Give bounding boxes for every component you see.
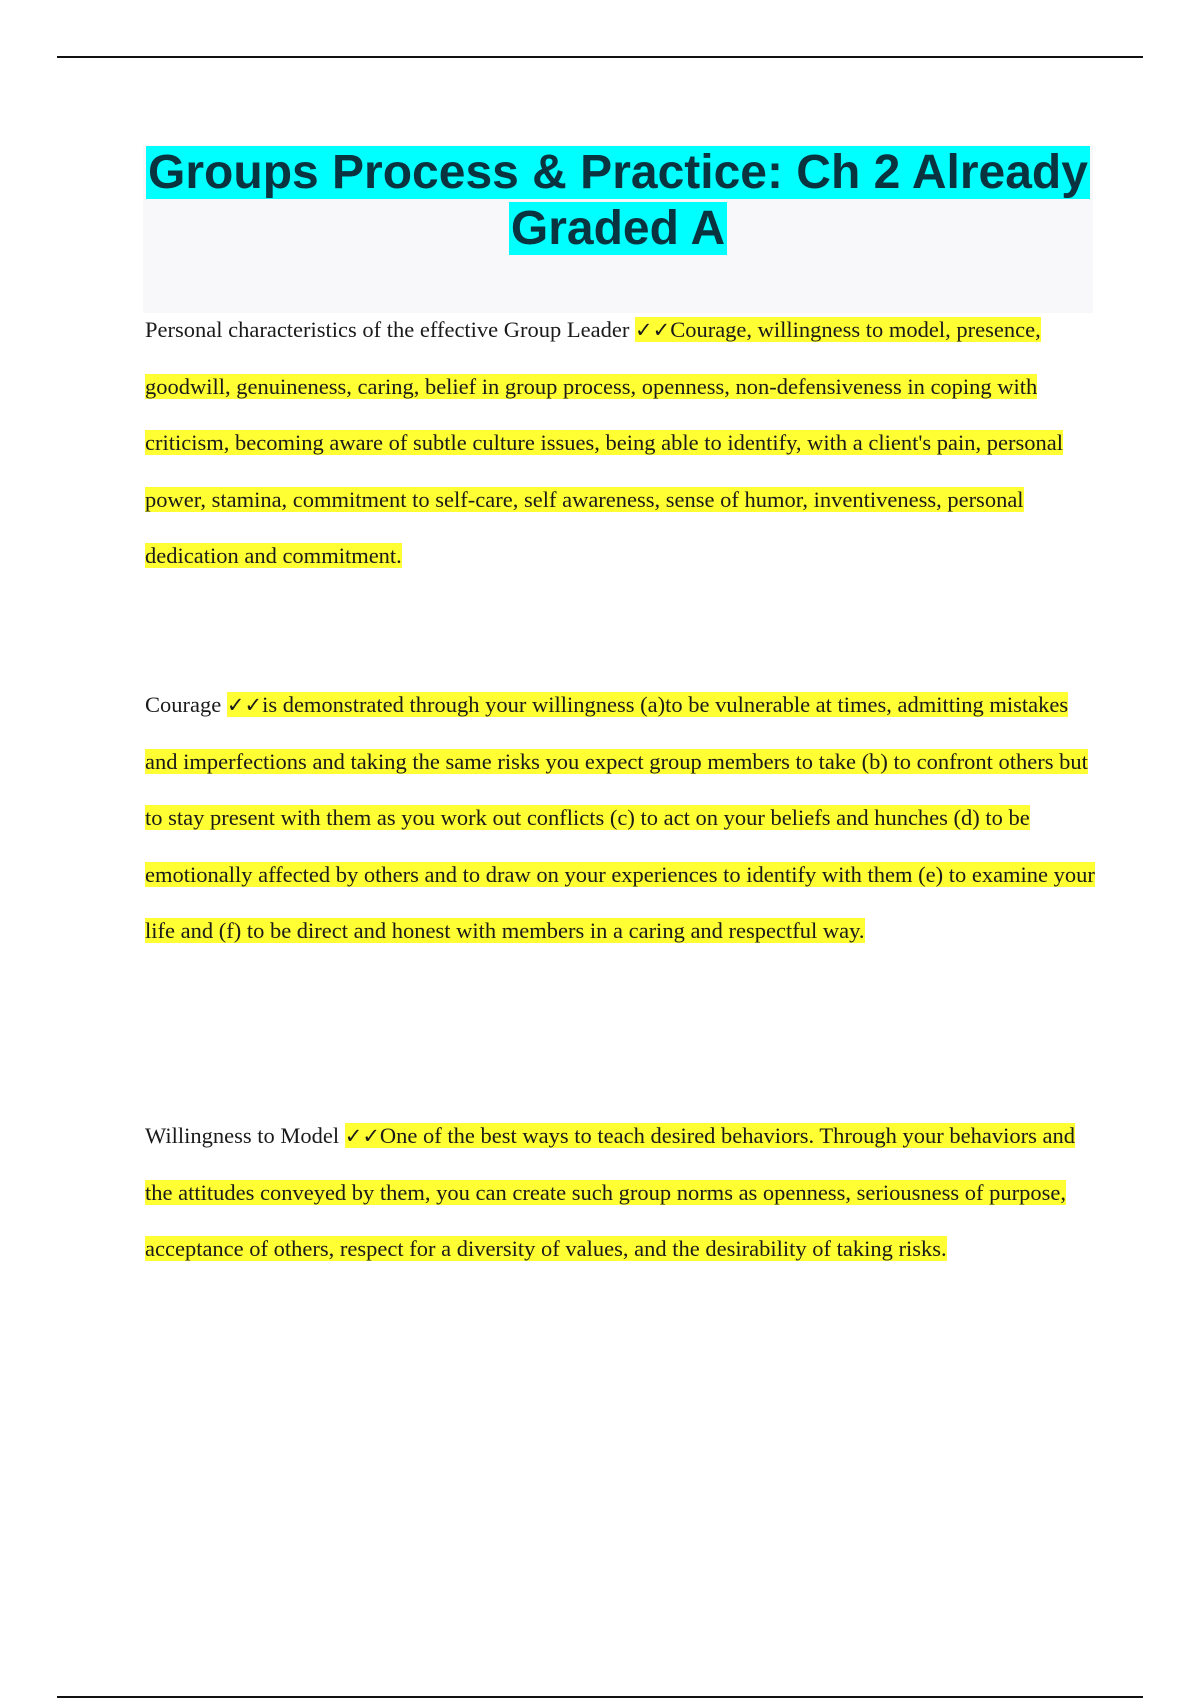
title-banner xyxy=(143,145,1093,313)
entry-answer-highlight xyxy=(145,317,1063,568)
entry-answer: Courage, willingness to model, presence, goodwill, genuineness, caring, belief in group process, openness, non-defensiveness in coping with criticism, becoming aware of subtle culture issues, being able to identify, with a client's pain, personal power, stamina, commitment to self-care, self awareness, sense of humor, inventiveness, personal dedication and commitment. xyxy=(145,317,1063,568)
entry-term: Willingness to Model xyxy=(145,1123,340,1148)
entry-answer-highlight xyxy=(145,692,1095,943)
entry-courage xyxy=(145,677,1095,960)
entry-term: Personal characteristics of the effective Group Leader xyxy=(145,317,630,342)
entry-willingness-to-model xyxy=(145,1108,1095,1278)
entry-answer: One of the best ways to teach desired behaviors. Through your behaviors and the attitudes conveyed by them, you can create such group norms as openness, seriousness of purpose, acceptance of others, respect for a diversity of values, and the desirability of taking risks. xyxy=(145,1123,1075,1261)
title-highlight: Groups Process & Practice: Ch 2 Already Graded A xyxy=(148,146,1088,255)
entry-term: Courage xyxy=(145,692,222,717)
entry-answer: is demonstrated through your willingness (a)to be vulnerable at times, admitting mistakes and imperfections and taking the same risks you expect group members to take (b) to confront others but to stay present with them as you work out conflicts (c) to act on your beliefs and hunches (d) to be emotionally affected by others and to draw on your experiences to identify with them (e) to examine your life and (f) to be direct and honest with members in a caring and respectful way. xyxy=(145,692,1095,943)
entry-personal-characteristics xyxy=(145,302,1095,585)
double-check-icon: ✓✓ xyxy=(634,318,671,342)
double-check-icon: ✓✓ xyxy=(344,1124,380,1148)
top-rule xyxy=(57,56,1143,58)
double-check-icon: ✓✓ xyxy=(226,693,263,717)
document-title xyxy=(143,145,1093,257)
bottom-rule xyxy=(57,1696,1143,1698)
